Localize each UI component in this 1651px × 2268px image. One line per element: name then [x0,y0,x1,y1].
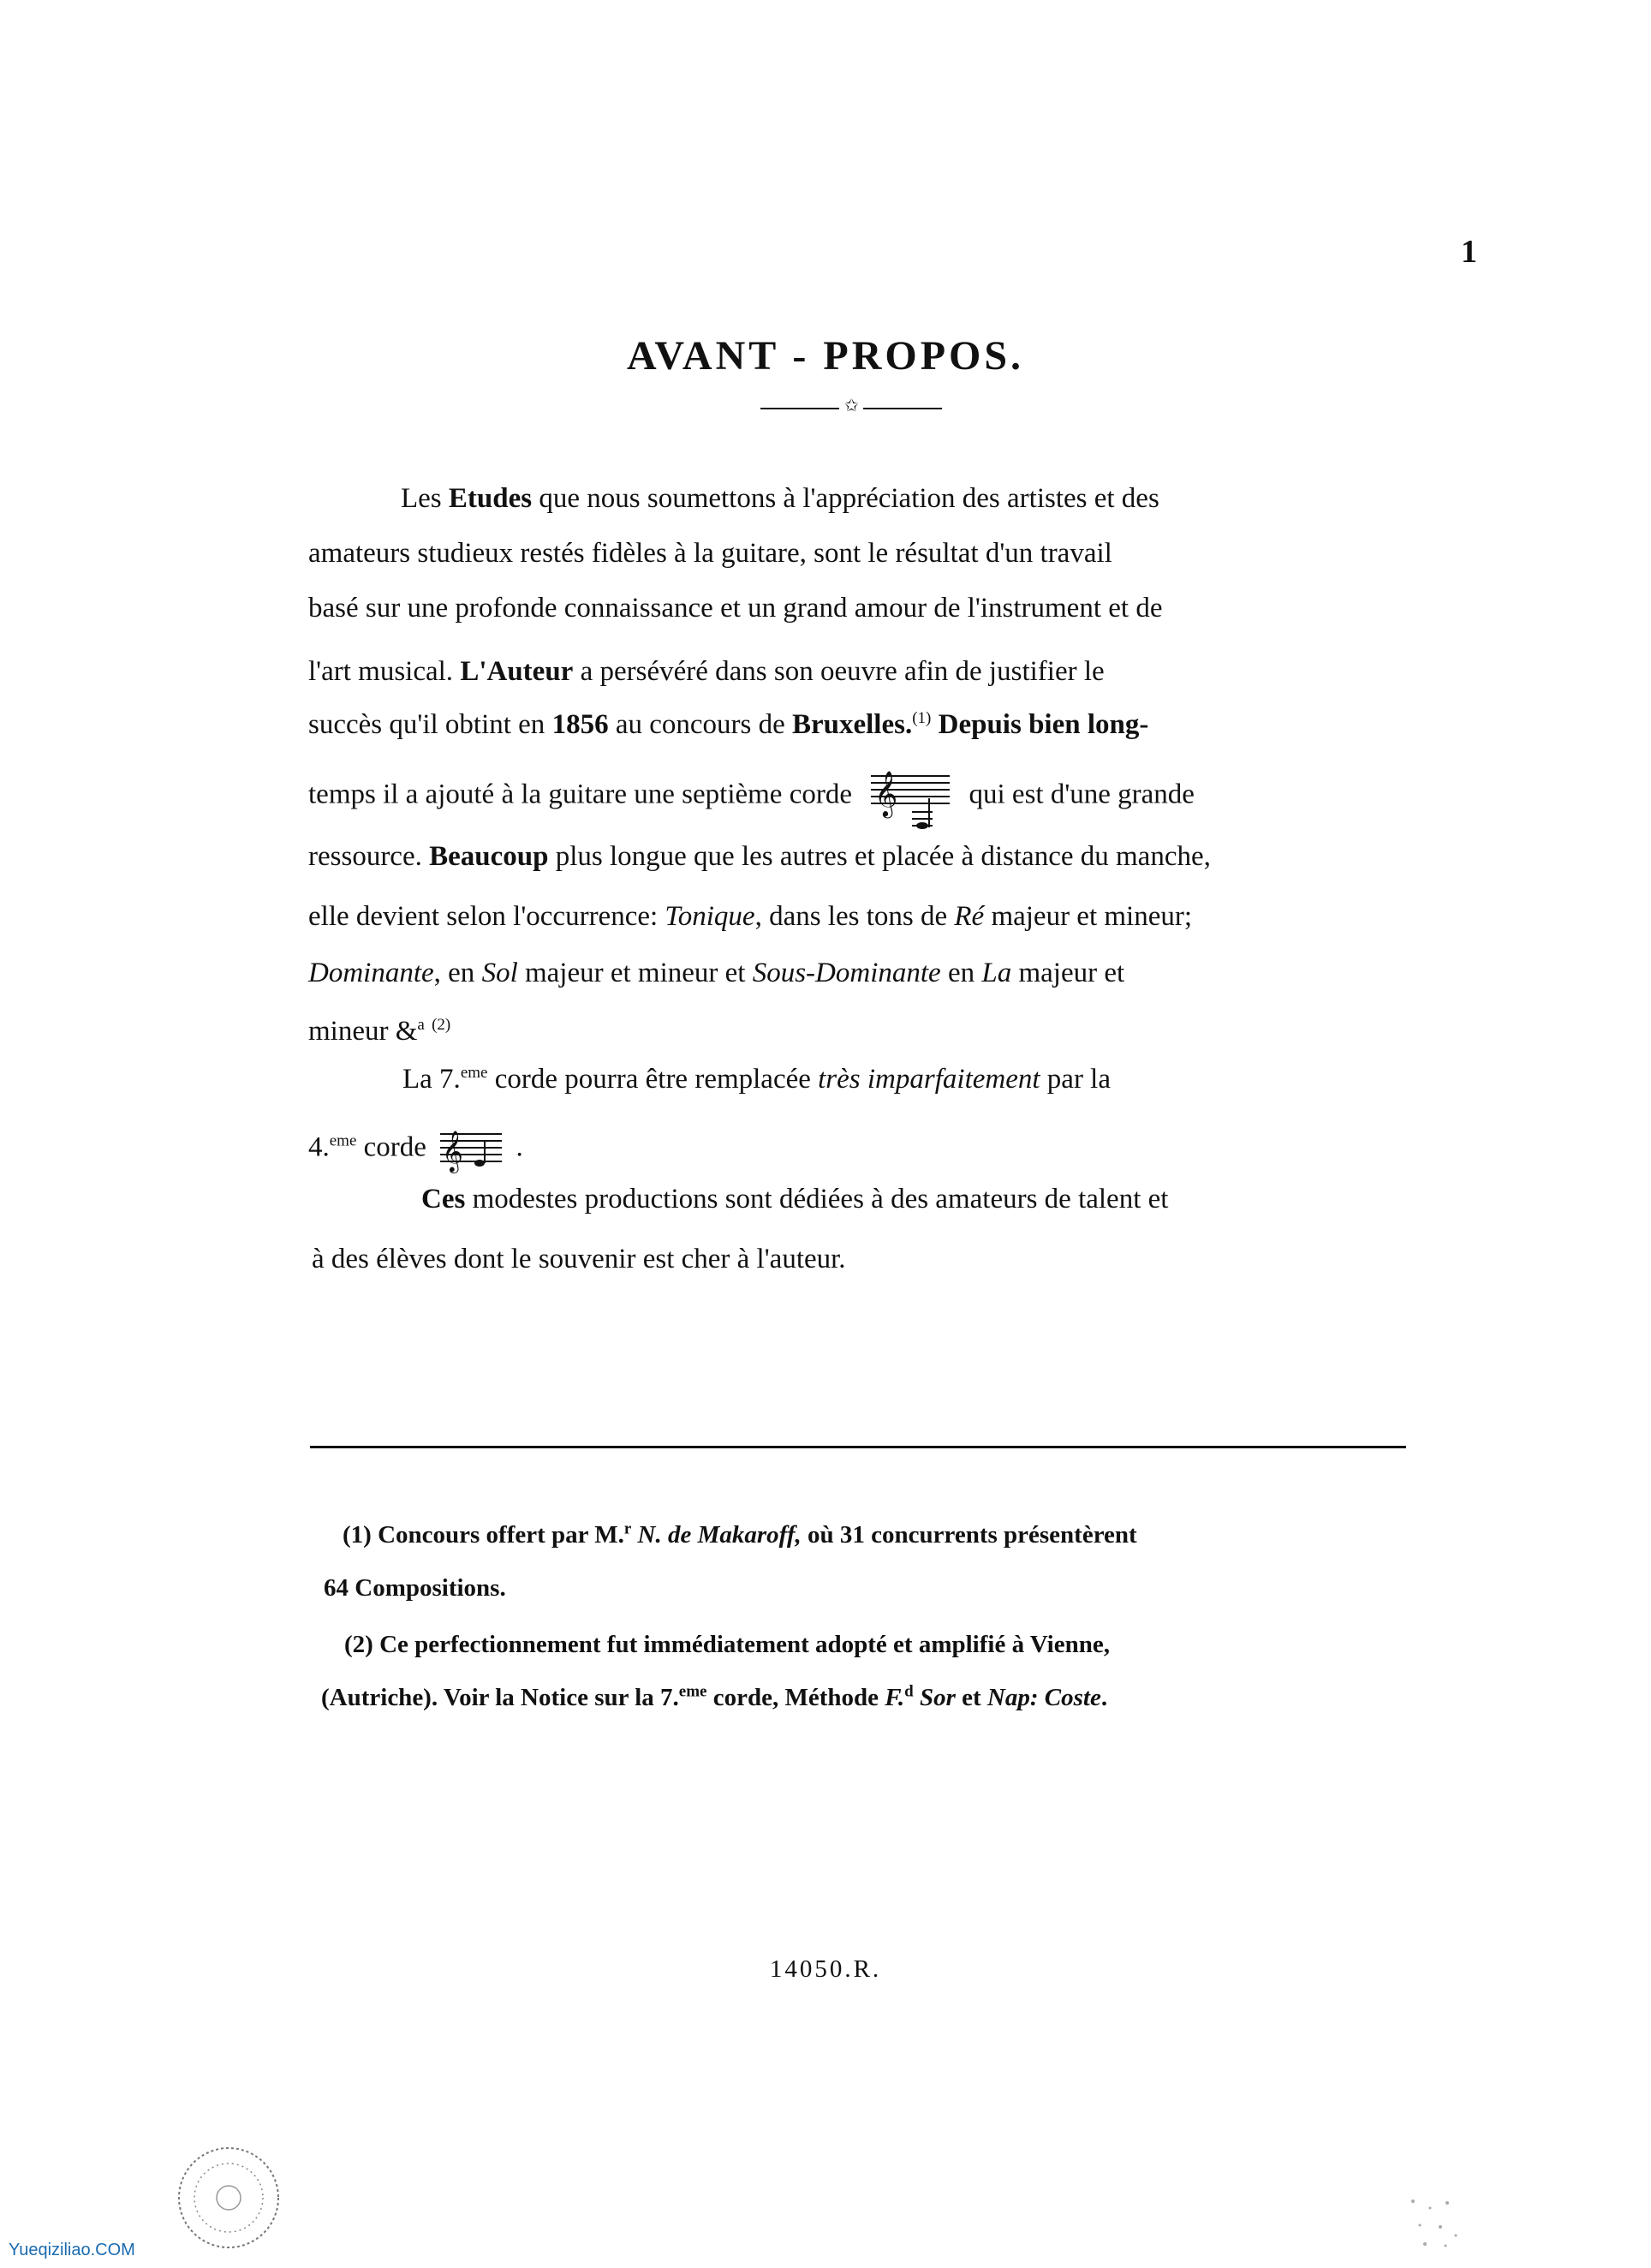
paragraph-2-line-2: 4.$^{eme}$ corde 𝄞 . [308,1124,523,1175]
paragraph-1-line-5: succès qu'il obtint en 1856 au concours de Bruxelles.$^{(1)}$ Depuis bien long- [308,709,1149,740]
paragraph-3-line-2: à des élèves dont le souvenir est cher à l'auteur. [312,1244,846,1274]
paragraph-1-line-1: Les Etudes que nous soumettons à l'appréciation des artistes et des [401,483,1159,514]
footnote-1-line-1: (1) Concours offert par M.$^r$ N. de Makaroff, où 31 concurrents présentèrent [343,1519,1137,1549]
paragraph-1-line-8: elle devient selon l'occurrence: Tonique, dans les tons de Ré majeur et mineur; [308,901,1193,932]
page-title: AVANT - PROPOS. [626,333,1025,379]
footnote-1-line-2: 64 Compositions. [324,1574,506,1602]
music-staff-fourth-string-icon [437,1124,505,1175]
paragraph-1-line-3: basé sur une profonde connaissance et un grand amour de l'instrument et de [308,593,1163,624]
paragraph-1-line-10: mineur &$^a$ $^{(2)}$ [308,1016,451,1047]
svg-text:𝄞: 𝄞 [874,770,898,816]
svg-text:𝄞: 𝄞 [442,1130,464,1172]
footnote-2-line-2: (Autriche). Voir la Notice sur la 7.$^{eme}$ corde, Méthode F.$^d$ Sor et Nap: Coste. [321,1682,1108,1711]
title-ornament [760,397,942,415]
site-watermark: Yueqiziliao.COM [9,2241,135,2259]
footnote-2-line-1: (2) Ce perfectionnement fut immédiatement adopté et amplifié à Vienne, [344,1631,1110,1658]
library-stamp-icon [174,2143,283,2253]
page-number: 1 [1461,234,1477,270]
paragraph-1-line-2: amateurs studieux restés fidèles à la guitare, sont le résultat d'un travail [308,538,1112,569]
paragraph-1-line-6: temps il a ajouté à la guitare une septième corde 𝄞 qui est d'une grande [308,764,1195,829]
paragraph-1-line-4: l'art musical. L'Auteur a persévéré dans son oeuvre afin de justifier le [308,656,1105,687]
star-icon: ✩ [844,397,859,415]
paragraph-1-line-7: ressource. Beaucoup plus longue que les autres et placée à distance du manche, [308,841,1211,872]
paragraph-2-line-1: La 7.$^{eme}$ corde pourra être remplacée très imparfaitement par la [402,1064,1111,1095]
footnote-separator [310,1446,1406,1448]
faded-mark-icon [1404,2193,1464,2253]
paragraph-1-line-9: Dominante, en Sol majeur et mineur et Sous-Dominante en La majeur et [308,958,1125,988]
plate-number: 14050.R. [769,1955,882,1983]
paragraph-3-line-1: Ces modestes productions sont dédiées à des amateurs de talent et [421,1184,1169,1215]
music-staff-low-note-icon [867,764,953,829]
